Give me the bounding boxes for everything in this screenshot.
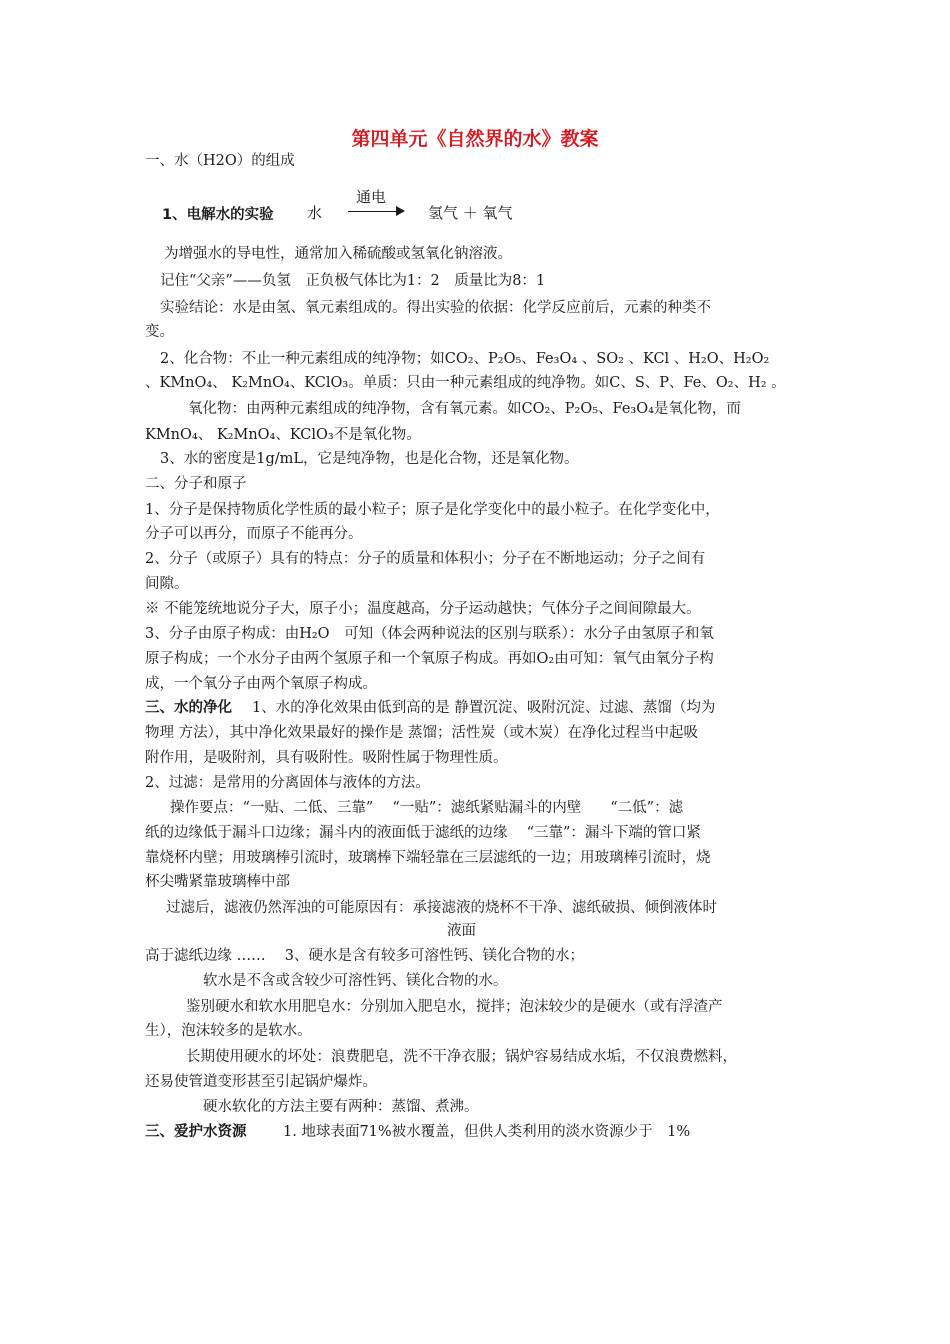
text-line: 实验结论：水是由氢、氧元素组成的。得出实验的依据：化学反应前后，元素的种类不 [160,300,711,316]
text-line: 氧化物：由两种元素组成的纯净物，含有氧元素。如CO₂、P₂O₅、Fe₃O₄是氧化物，而 [188,401,741,417]
equation-condition: 通电 [356,188,387,206]
text-line: 为增强水的导电性，通常加入稀硫酸或氢氧化钠溶液。 [164,246,512,262]
text-line: 、KMnO₄、 K₂MnO₄、KClO₃。单质：只由一种元素组成的纯净物。如C、S、P、Fe、O₂、H₂ 。 [145,375,786,391]
text-line: 生），泡沫较多的是软水。 [145,1023,312,1039]
text-line: 记住“父亲”——负氢 正负极气体比为1：2 质量比为8：1 [160,273,546,289]
electrolysis-label: 1、电解水的实验 [162,207,274,223]
text-line: 纸的边缘低于漏斗口边缘；漏斗内的液面低于滤纸的边缘 “三靠”：漏斗下端的管口紧 [145,825,701,841]
text-line: 1、水的净化效果由低到高的是 静置沉淀、吸附沉淀、过滤、蒸馏（均为 [252,700,716,716]
text-line: 过滤后，滤液仍然浑浊的可能原因有：承接滤液的烧杯不干净、滤纸破损、倾倒液体时 [166,900,717,916]
text-line: 原子构成；一个水分子由两个氢原子和一个氧原子构成。再如O₂由可知：氧气由氧分子构 [145,651,714,667]
text-line: 高于滤纸边缘 …… 3、硬水是含有较多可溶性钙、镁化合物的水； [145,948,584,964]
section-1-heading: 一、水（H2O）的组成 [145,153,295,169]
text-line: 操作要点：“一贴、二低、三靠” “一贴”：滤纸紧贴漏斗的内壁 “二低”：滤 [170,800,684,816]
text-line: 1、分子是保持物质化学性质的最小粒子；原子是化学变化中的最小粒子。在化学变化中， [145,502,720,518]
text-line: 成，一个氧分子由两个氧原子构成。 [145,676,377,692]
text-line: 间隙。 [145,576,189,592]
text-line: 分子可以再分，而原子不能再分。 [145,526,363,542]
text-line: 2、分子（或原子）具有的特点：分子的质量和体积小；分子在不断地运动；分子之间有 [145,551,706,567]
equation-products: 氢气 ＋ 氧气 [428,204,513,222]
text-line: 变。 [145,324,174,340]
text-line: 2、化合物：不止一种元素组成的纯净物；如CO₂、P₂O₅、Fe₃O₄ 、SO₂ 、KCl 、H₂O、H₂O₂ [160,351,770,367]
text-line: ※ 不能笼统地说分子大，原子小；温度越高，分子运动越快；气体分子之间间隙最大。 [145,601,701,617]
text-line: 1. 地球表面71%被水覆盖，但供人类利用的淡水资源少于 1% [283,1124,691,1140]
equation-arrow [348,211,398,212]
equation-arrow-head [396,206,405,216]
text-line: 杯尖嘴紧靠玻璃棒中部 [145,874,290,890]
text-line: 附作用，是吸附剂，具有吸附性。吸附性属于物理性质。 [145,750,508,766]
section-3-heading: 三、水的净化 [145,700,232,716]
text-line: 长期使用硬水的坏处：浪费肥皂，洗不干净衣服；锅炉容易结成水垢，不仅浪费燃料， [186,1049,737,1065]
text-line: 2、过滤：是常用的分离固体与液体的方法。 [145,775,430,791]
text-line: 靠烧杯内壁；用玻璃棒引流时，玻璃棒下端轻靠在三层滤纸的一边；用玻璃棒引流时，烧 [145,850,711,866]
text-line: KMnO₄、 K₂MnO₄、KClO₃不是氧化物。 [145,427,421,443]
section-4-heading: 三、爱护水资源 [145,1124,247,1140]
text-line: 3、水的密度是1g/mL，它是纯净物，也是化合物，还是氧化物。 [160,451,579,467]
text-line: 还易使管道变形甚至引起锅炉爆炸。 [145,1074,377,1090]
text-line: 硬水软化的方法主要有两种：蒸馏、煮沸。 [203,1099,479,1115]
text-line: 软水是不含或含较少可溶性钙、镁化合物的水。 [203,973,508,989]
document-title: 第四单元《自然界的水》教案 [351,128,599,150]
equation-reactant: 水 [307,204,323,222]
section-2-heading: 二、分子和原子 [145,476,247,492]
text-line: 液面 [447,923,476,939]
text-line: 鉴别硬水和软水用肥皂水：分别加入肥皂水，搅拌；泡沫较少的是硬水（或有浮渣产 [186,999,723,1015]
text-line: 3、分子由原子构成：由H₂O 可知（体会两种说法的区别与联系）：水分子由氢原子和氧 [145,626,714,642]
text-line: 物理 方法），其中净化效果最好的操作是 蒸馏；活性炭（或木炭）在净化过程当中起吸 [145,725,698,741]
